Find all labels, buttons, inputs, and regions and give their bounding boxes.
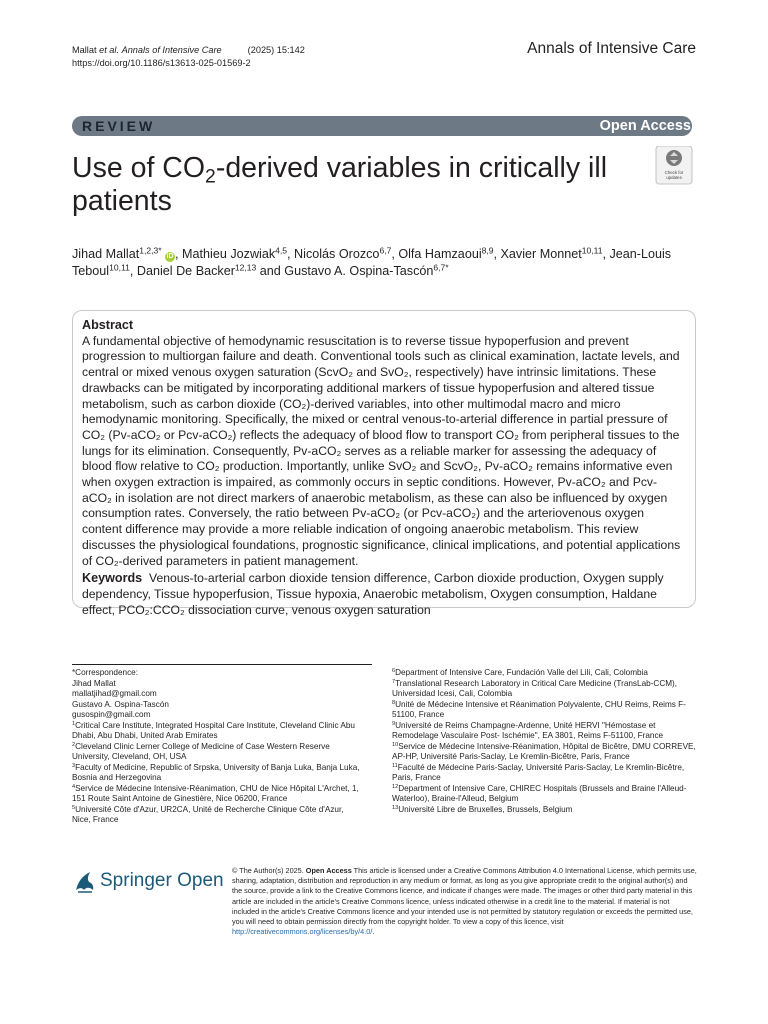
footnotes-right xyxy=(392,668,696,815)
abstract-heading: Abstract xyxy=(82,318,134,332)
author xyxy=(284,264,448,278)
affiliation-number: 1 xyxy=(72,720,76,727)
check-for-updates-icon xyxy=(650,146,698,186)
orcid-icon[interactable]: iD xyxy=(166,253,174,260)
affiliation-number: 7 xyxy=(392,678,396,685)
springer-open-wordmark: Springer Open xyxy=(100,870,224,891)
author-affiliation-marker: 6,7* xyxy=(433,262,449,273)
open-access-label: Open Access xyxy=(599,118,691,134)
doi-link[interactable]: https://doi.org/10.1186/s13613-025-01569-2 xyxy=(72,58,251,68)
author-affiliation-marker: 4,5 xyxy=(275,245,288,256)
author-name: Mathieu Jozwiak xyxy=(182,247,276,261)
article-title: Use of $CO_2$-derived variables in critically ill patients xyxy=(72,152,608,217)
check-for-updates-badge[interactable] xyxy=(650,146,698,186)
license-link[interactable]: http://creativecommons.org/licenses/by/4.0/ xyxy=(232,927,373,937)
citation-line: Mallat et al. Annals of Intensive Care (2025) 15:142 xyxy=(72,45,305,55)
author-name: Daniel De Backer xyxy=(136,264,235,278)
affiliation xyxy=(72,784,362,805)
affiliation xyxy=(392,784,696,805)
affiliations-left xyxy=(72,721,362,826)
affiliation xyxy=(392,700,696,721)
author-name: Olfa Hamzaoui xyxy=(398,247,482,261)
keywords-text: Venous-to-arterial carbon dioxide tension difference, Carbon dioxide production, Oxygen supply dependency, Tissue hypoperfusion, Tissue hypoxia, Anaerobic metabolism, Oxygen consumption, Haldane effect, PCO₂:CCO₂ dissociation curve, venous oxygen saturation xyxy=(82,571,664,617)
affiliation xyxy=(392,805,696,816)
author xyxy=(294,247,391,261)
abstract-text: A fundamental objective of hemodynamic resuscitation is to reverse tissue hypoperfusion and prevent progression to multiorgan failure and death. Conventional tools such as clinical examination, lactate levels, and central or mixed venous oxygen saturation (ScvO₂ and SvO₂, respectively) have intrinsic limitations. These drawbacks can be mitigated by incorporating additional markers of tissue hypoperfusion and altered tissue metabolism, such as carbon dioxide (CO₂)-derived variables, into other multimodal macro and micro hemodynamic monitoring. Specifically, the mixed or central venous-to-arterial difference in partial pressure of CO₂ (Pv-aCO₂ or Pcv-aCO₂) reflects the adequacy of blood flow to transport CO₂ from peripheral tissues to the lungs for its elimination. Consequently, Pv-aCO₂ serves as a reliable marker for assessing the adequacy of blood flow relative to CO₂ production. Importantly, unlike SvO₂ and ScvO₂, Pv-aCO₂ remains informative even when oxygen extraction is impaired, as commonly occurs in septic conditions. However, Pv-aCO₂ and Pcv-aCO₂ in isolation are not direct markers of anaerobic metabolism, as these can also be influenced by oxygen consumption rates. Conversely, the ratio between Pv-aCO₂ (or Pcv-aCO₂) and the arteriovenous oxygen content difference may provide a more reliable indication of ongoing anaerobic metabolism. This review discusses the physiological foundations, prognostic significance, clinical implications, and potential applications of CO₂-derived parameters in patient management. xyxy=(82,333,681,568)
footnote-divider xyxy=(72,664,372,665)
affiliation-number: 6 xyxy=(392,667,396,674)
affiliation-text: Université Libre de Bruxelles, Brussels, Belgium xyxy=(398,804,573,814)
affiliation-text: Service de Médecine Intensive-Réanimation, CHU de Nice Hôpital L'Archet, 1, 151 Route Saint Antoine de Ginestière, Nice 06200, France xyxy=(72,783,359,803)
affiliation-number: 2 xyxy=(72,741,76,748)
affiliation-number: 5 xyxy=(72,804,76,811)
affiliation-number: 10 xyxy=(392,741,399,748)
author-name: Jean-Louis Teboul xyxy=(72,247,672,278)
affiliation-number: 4 xyxy=(72,783,76,790)
author-affiliation-marker: 12,13 xyxy=(234,262,257,273)
correspondence-name: Jihad Mallat xyxy=(72,678,116,688)
author-list: Jihad Mallat$^{1,2,3*}$ iD , Mathieu Jozwiak$^{4,5}$, Nicolás Orozco$^{6,7}$, Olfa Hamzaoui$^{8,9}$, Xavier Monnet$^{10,11}$, Jean-Louis Teboul$^{10,11}$, Daniel De Backer$^{12,13}$ and Gustavo A. Ospina-Tascón$^{6,7*}$ xyxy=(72,245,672,278)
author xyxy=(398,247,493,261)
affiliation-text: Cleveland Clinic Lerner College of Medicine of Case Western Reserve University, Cleveland, OH, USA xyxy=(72,741,330,761)
affiliation xyxy=(392,721,696,742)
svg-text:updates: updates xyxy=(666,175,682,180)
abstract-content xyxy=(82,318,686,618)
affiliation-text: Critical Care Institute, Integrated Hospital Care Institute, Cleveland Clinic Abu Dhabi, Abu Dhabi, United Arab Emirates xyxy=(72,720,355,740)
affiliation xyxy=(72,742,362,763)
affiliation-text: Faculté de Médecine Paris-Saclay, Université Paris-Saclay, Le Kremlin-Bicêtre, Paris, France xyxy=(392,762,685,782)
affiliation-number: 11 xyxy=(392,762,398,769)
journal-name: Annals of Intensive Care xyxy=(527,40,696,57)
affiliation-number: 12 xyxy=(392,783,399,790)
author-name: Xavier Monnet xyxy=(500,247,582,261)
keywords-label: Keywords xyxy=(82,571,143,586)
affiliation-text: Unité de Médecine Intensive et Réanimation Polyvalente, CHU Reims, Reims F-51100, France xyxy=(392,699,686,719)
author xyxy=(501,247,603,261)
keywords xyxy=(82,571,686,618)
affiliation xyxy=(72,721,362,742)
author-name: Gustavo A. Ospina-Tascón xyxy=(284,264,434,278)
author-name: Nicolás Orozco xyxy=(294,247,380,261)
affiliation-text: Service de Médecine Intensive-Réanimation, Hôpital de Bicêtre, DMU CORREVE, AP-HP, Université Paris-Saclay, Le Kremlin-Bicêtre, Paris, France xyxy=(392,741,696,761)
affiliation xyxy=(392,679,696,700)
affiliation-number: 8 xyxy=(392,699,396,706)
author-affiliation-marker: 8,9 xyxy=(481,245,494,256)
affiliation xyxy=(392,763,696,784)
affiliations-right xyxy=(392,668,696,815)
affiliation-text: Université Côte d'Azur, UR2CA, Unité de Recherche Clinique Côte d'Azur, Nice, France xyxy=(72,804,344,824)
author-affiliation-marker: 10,11 xyxy=(109,262,130,273)
affiliation xyxy=(72,805,362,826)
author xyxy=(137,264,256,278)
running-header xyxy=(72,44,305,70)
affiliation xyxy=(392,742,696,763)
svg-text:Check for: Check for xyxy=(664,170,684,175)
affiliation-number: 3 xyxy=(72,762,76,769)
affiliation-text: Faculty of Medicine, Republic of Srpska, University of Banja Luka, Banja Luka, Bosnia and Herzegovina xyxy=(72,762,360,782)
affiliation-text: Department of Intensive Care, Fundación Valle del Lili, Cali, Colombia xyxy=(395,668,648,677)
affiliation-text: Department of Intensive Care, CHIREC Hospitals (Brussels and Braine l'Alleud-Waterloo), Braine-l'Alleud, Belgium xyxy=(392,783,687,803)
affiliation-number: 13 xyxy=(392,804,399,811)
author xyxy=(72,247,175,261)
affiliation xyxy=(392,668,696,679)
affiliation-text: Translational Research Laboratory in Critical Care Medicine (TransLab-CCM), Universidad Icesi, Cali, Colombia xyxy=(392,678,678,698)
springer-horse-icon xyxy=(72,868,98,896)
correspondence-label: *Correspondence: xyxy=(72,668,138,677)
affiliation-number: 9 xyxy=(392,720,396,727)
affiliation-text: Université de Reims Champagne-Ardenne, Unité HERVI "Hémostase et Remodelage Vasculaire Post- Ischémie", EA 3801, Reims F-51100, France xyxy=(392,720,664,740)
footnotes-left xyxy=(72,668,362,826)
affiliation xyxy=(72,763,362,784)
correspondence-email[interactable]: mallatjihad@gmail.com xyxy=(72,689,157,698)
author-affiliation-marker: 10,11 xyxy=(581,245,603,256)
author-affiliation-marker: 1,2,3* xyxy=(139,245,162,256)
author-name: Jihad Mallat xyxy=(72,247,140,261)
license-notice: © The Author(s) 2025. Open Access This article is licensed under a Creative Commons Attribution 4.0 International License, which permits use, sharing, adaptation, distribution and reproduction in any medium or format, as long as you give appropriate credit to the original author(s) and the source, provide a link to the Creative Commons licence, and indicate if changes were made. The images or other third party material in this article are included in the article's Creative Commons licence, unless indicated otherwise in a credit line to the material. If material is not included in the article's Creative Commons licence and your intended use is not permitted by statutory regulation or exceeds the permitted use, you will need to obtain permission directly from the copyright holder. To view a copy of this licence, visit http://creativecommons.org/licenses/by/4.0/. xyxy=(232,866,697,937)
author xyxy=(182,247,287,261)
correspondence-email[interactable]: gusospin@gmail.com xyxy=(72,710,151,719)
author-affiliation-marker: 6,7 xyxy=(379,245,392,256)
correspondence-name: Gustavo A. Ospina-Tascón xyxy=(72,699,169,709)
article-type-label: REVIEW xyxy=(82,118,156,134)
